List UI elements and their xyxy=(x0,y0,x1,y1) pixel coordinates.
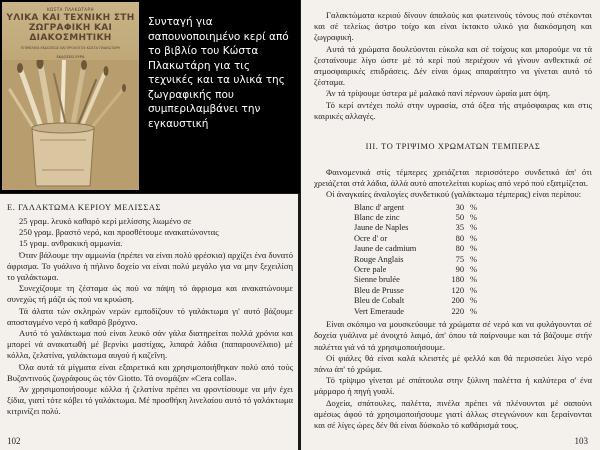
ratio-value: 180 xyxy=(451,275,464,285)
recipe-line: 25 γραμ. λευκό καθαρό κερί μελίσσης λιωμένο σε xyxy=(19,216,192,226)
paragraph: Φαινομενικά στίς τέμπερες χρειάζεται περισσότερο συνδετικό άπ' ότι χρειάζεται στά λάδια, άλλά αυτό αποτελείται κυρίως από νερό πού εξατμίζεται. xyxy=(314,167,592,189)
ratio-unit: % xyxy=(470,306,477,316)
ratio-unit: % xyxy=(470,265,477,275)
cover-author: ΚΩΣΤΑ ΠΛΑΚΩΤΑΡΗ xyxy=(47,7,94,12)
ratio-unit: % xyxy=(470,223,477,233)
ratio-unit: % xyxy=(470,244,477,254)
table-row xyxy=(354,296,482,306)
paragraph: Είναι σκόπιμο να μουσκεύουμε τά χρώματα σέ νερό και να φυλάγουνται σέ δοχεία γυάλινα μέ άνοιχτό λαιμό, άπ' όπου τά παίρνουμε και τά βάζουμε στήν παλέττα γιά νά τά χρησιμοποιήσουμε. xyxy=(314,319,592,352)
paragraph: Συνεχίζουμε τη ζέσταμα ώς πού να πάψη τό άφρισμα και ανακατώνουμε συνεχώς τή μάζα ώς πού να κρυώση. xyxy=(7,283,293,305)
ratio-value: 50 xyxy=(455,213,464,223)
page-heading: Ε. ΓΑΛΑΚΤΩΜΑ ΚΕΡΙΟΥ ΜΕΛΙΣΣΑΣ xyxy=(7,203,161,212)
paragraph: Άν χρησιμοποιήσουμε κόλλα ή ζελατίνα πρέπει να φροντίσουμε να μήν έχει ξίδια, γιατί τότε κόβει τό γαλάκτωμα. Μέ προσθήκη λινελαίου αυτό τό γαλάκτωμα κιτρινίζει πολύ. xyxy=(7,384,293,417)
ratio-unit: % xyxy=(470,233,477,243)
pigment-name: Bleu de Cobalt xyxy=(354,296,405,306)
paragraph: Όταν βάλουμε την αμμωνία (πρέπει να είναι πολύ φρέσκια) αρχίζει ένα δυνατό άφρισμα. Το γυάλινο ή πήλινο δοχείο να είναι πολύ μεγάλο για να μην ξεχειλίση το γαλάκτωμα. xyxy=(7,249,293,283)
ratio-value: 90 xyxy=(455,265,464,275)
ratio-value: 30 xyxy=(455,202,464,212)
page-number: 103 xyxy=(574,436,588,446)
pigment-name: Rouge Anglais xyxy=(354,254,404,264)
caption-text: Συνταγή για σαπουνοποιημένο κερί από το βιβλίο του Κώστα Πλακωτάρη για τις τεχνικές και τα υλικά της ζωγραφικής που συμπεριλαμβάνει την εγκαυστική xyxy=(148,16,289,130)
ratio-value: 200 xyxy=(451,296,464,306)
ratio-value: 35 xyxy=(455,223,464,233)
pigment-name: Blanc de zinc xyxy=(354,213,400,223)
table-row xyxy=(354,203,482,213)
ratio-unit: % xyxy=(470,202,477,212)
binder-ratio-table xyxy=(354,203,482,317)
table-row xyxy=(354,234,482,244)
paragraph: Γαλακτώματα κεριού δίνουν άπαλούς και φωτεινούς τόνους πού στέκονται και σέ τελείως άστρο τοίχο και είναι ίκτακτο υλικό για διακόσμηση και ζωγραφική. xyxy=(314,10,592,43)
ratio-value: 120 xyxy=(451,285,464,295)
pigment-name: Ocre d' or xyxy=(354,233,388,243)
table-row xyxy=(354,244,482,254)
ratio-value: 220 xyxy=(451,306,464,316)
pigment-name: Jaune de Naples xyxy=(354,223,409,233)
pigment-name: Sienne brulée xyxy=(354,275,400,285)
ratio-value: 75 xyxy=(455,254,464,264)
ratio-unit: % xyxy=(470,254,477,264)
paragraph: Τό κερί αντέχει πολύ στην υγρασία, στά όξεα τής ατμόσφαιρας και στις καιρικές αλλαγές. xyxy=(314,99,592,121)
paragraph: Αυτό τό γαλάκτωμα πού είναι λευκό σάν γάλα διατηρείται πολλά χρόνια και μπορεί νά ανακατωθή μέ βερνίκι μαστίχας, λιπαρά λάδια (παπαρουνέλαιο) μέ κόλλα, ζελατίνα, γαλάκτωμα αυγού ή καζεΐνη. xyxy=(7,328,293,361)
pigment-name: Ocre pale xyxy=(354,265,387,275)
cover-title: ΥΛΙΚΑ ΚΑΙ ΤΕΧΝΙΚΗ ΣΤΗ ΖΩΓΡΑΦΙΚΗ ΚΑΙ ΔΙΑΚΟΣΜΗΤΙΚΗ xyxy=(6,13,135,43)
paragraph: Τό τρίψιμο γίνεται μέ σπάτουλα στην ξύλινη παλέττα ή καλύτερα σ' ένα μάρμαρο ή πηγή γυαλί. xyxy=(314,375,592,397)
pigment-name: Jaune de cadmium xyxy=(354,244,417,254)
ratio-unit: % xyxy=(470,213,477,223)
ratio-unit: % xyxy=(470,275,477,285)
paragraph: Οί φιάλες θά είναι καλά κλειστές μέ φελλό και θά περισσεύει λίγο νερό πάνω άπ' τό χρώμα. xyxy=(314,352,592,374)
recipe-line: 15 γραμ. ανθρακική αμμωνία. xyxy=(19,238,123,249)
book-page-102 xyxy=(0,194,298,450)
table-row xyxy=(354,265,482,275)
ratio-value: 80 xyxy=(455,244,464,254)
page-number: 102 xyxy=(7,436,21,446)
caption-panel xyxy=(0,0,300,193)
paragraph: Άν τά τρίψουμε ύστερα μέ μαλακό πανί πέρνουν ώραία ματ όψη. xyxy=(326,88,551,99)
cover-publisher: ΕΚΔΟΣΕΙΣ ΕΥΡΑ xyxy=(56,55,85,59)
cover-subtitle: ΕΠΙΜΕΛΕΙΑ ΕΚΔΟΣΕΩΣ ΚΑΙ ΠΡΟΛΟΓΟΣ ΚΩΣΤΑ ΠΛΑΚΩΤΑΡΗ xyxy=(20,46,121,50)
section-title: III. ΤΟ ΤΡΙΨΙΜΟ ΧΡΩΜΑΤΩΝ ΤΕΜΠΕΡΑΣ xyxy=(365,142,541,152)
pigment-name: Blanc d' argent xyxy=(354,202,405,212)
paragraph: Δοχεία, σπάτουλες, παλέττα, πινέλα πρέπει νά πλένουνται μέ σαπούνι αμέσως άφού τά χρησιμοποιήσουμε γιατί άλλως στεγνώνουν και ξεραίνονται και σέ λίγες ώρες δέν θά είναι δύσκολο τό καθάρισμά τους. xyxy=(314,397,592,430)
table-row xyxy=(354,275,482,285)
table-row xyxy=(354,223,482,233)
book-page-103 xyxy=(301,0,600,450)
ratio-value: 80 xyxy=(455,233,464,243)
brushes-in-jar-illustration xyxy=(2,60,139,190)
paragraph: Αυτά τά χρώματα δουλεύονται εύκολα και σέ τοίχους και μπορούμε να τά ζεσταίνουμε λίγο ώστε μέ τό κερί πού περιέχουν νά γίνουν ανθεκτικά σέ ατμοσφαιρικές επιδράσεις. Δέν είναι όμως απαραίτητο να γίνεται αυτό τό ζέσταμα. xyxy=(314,43,592,88)
table-row xyxy=(354,307,482,317)
paragraph: Τά άλατα τών σκληρών νερών εμποδίζουν τό γαλάκτωμα γι' αυτό βάζουμε αποσταγμένο νερό ή καθαρό βρόχινο. xyxy=(7,305,293,327)
table-row xyxy=(354,255,482,265)
ratio-unit: % xyxy=(470,285,477,295)
ratio-unit: % xyxy=(470,296,477,306)
recipe-line: 250 γραμ. βραστό νερό, και προσθέτουμε ανακατώνοντας xyxy=(19,227,219,238)
paragraph: Όλα αυτά τά μίγματα είναι εξαιρετικά και χρησιμοποιήθηκαν πολύ από τούς Βυζαντινούς ζωγράφους ώς τόν Giotto. Τά ονομάζαν «Cera colla». xyxy=(7,361,293,383)
table-row xyxy=(354,213,482,223)
table-row xyxy=(354,286,482,296)
book-cover-image xyxy=(2,2,139,190)
pigment-name: Vert Emeraude xyxy=(354,306,404,316)
pigment-name: Bleu de Prusse xyxy=(354,285,404,295)
paragraph: Οί άναγκαίες άναλογίες συνδετικού (γαλάκτωμα τέμπερας) είναι περίπου: xyxy=(326,189,582,200)
